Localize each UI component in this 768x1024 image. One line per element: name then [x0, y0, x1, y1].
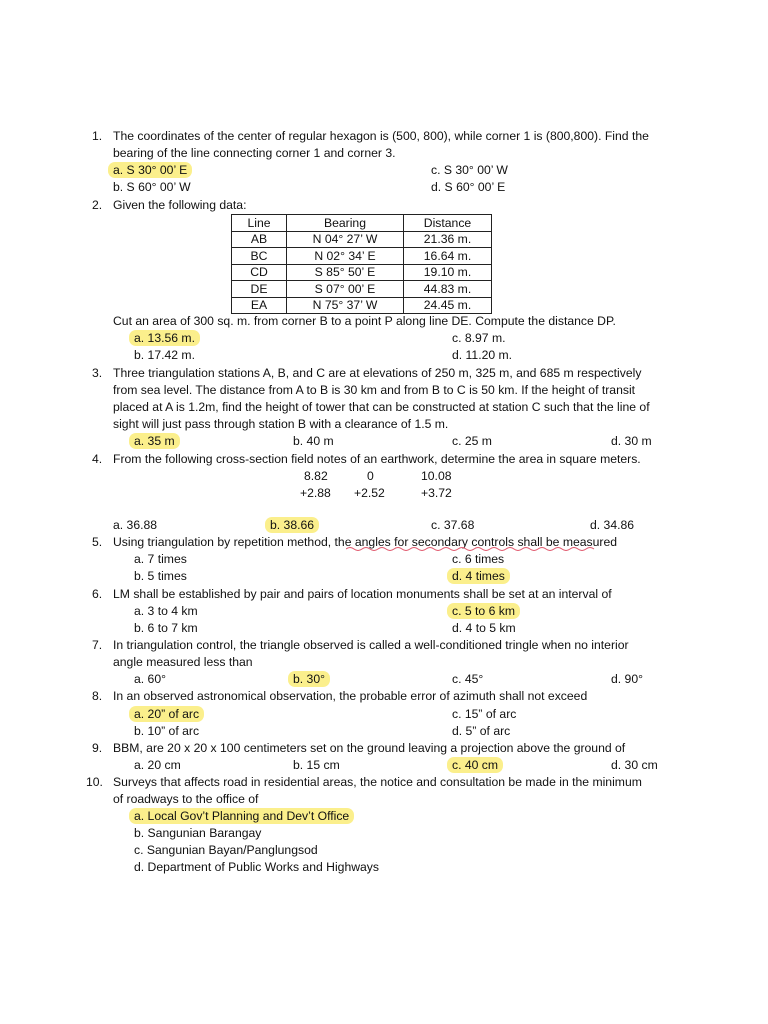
q6-number: 6.	[92, 587, 103, 601]
q2-text-after-table: Cut an area of 300 sq. m. from corner B to a point P along line DE. Compute the distance DP.	[113, 314, 616, 328]
table-header-row	[232, 215, 492, 232]
table-cell: 19.10 m.	[404, 264, 492, 281]
q10-text-line2: of roadways to the office of	[113, 792, 259, 806]
q7-option-c: c. 45°	[452, 672, 484, 686]
q2-text: Given the following data:	[113, 198, 247, 212]
q3-option-b: b. 40 m	[293, 434, 334, 448]
q7-option-d: d. 90°	[611, 672, 643, 686]
table-row	[232, 231, 492, 248]
q9-option-d: d. 30 cm	[611, 758, 658, 772]
q4-text: From the following cross-section field notes of an earthwork, determine the area in square meters.	[113, 452, 641, 466]
q2-option-c: c. 8.97 m.	[452, 331, 506, 345]
q10-option-c: c. Sangunian Bayan/Panglungsod	[134, 843, 318, 857]
q5-number: 5.	[92, 535, 103, 549]
table-header-cell: Distance	[404, 215, 492, 232]
q1-text-line2: bearing of the line connecting corner 1 and corner 3.	[113, 146, 396, 160]
q5-text: Using triangulation by repetition method, the angles for secondary controls shall be measured	[113, 535, 618, 549]
q4-option-c: c. 37.68	[431, 518, 475, 532]
q9-text: BBM, are 20 x 20 x 100 centimeters set on the ground leaving a projection above the ground of	[113, 741, 626, 755]
q3-text-line3: placed at A is 1.2m, find the height of tower that can be constructed at station C such that the line of	[113, 400, 650, 414]
q7-text-line1: In triangulation control, the triangle observed is called a well-conditioned tringle when no interior	[113, 638, 629, 652]
q2-option-a-highlighted: a. 13.56 m.	[129, 330, 200, 346]
q3-option-d: d. 30 m	[611, 434, 652, 448]
table-cell: 44.83 m.	[404, 281, 492, 298]
q3-text-line4: sight will just pass through station B with a clearance of 1.5 m.	[113, 417, 449, 431]
table-cell: N 75° 37’ W	[287, 297, 404, 314]
q4-note-top-center: 0	[367, 469, 374, 483]
q6-option-c-highlighted: c. 5 to 6 km	[447, 603, 520, 619]
table-row	[232, 248, 492, 265]
q8-option-d: d. 5” of arc	[452, 724, 511, 738]
q10-text-line1: Surveys that affects road in residential areas, the notice and consultation be made in the minimum	[113, 775, 642, 789]
table-cell: 16.64 m.	[404, 248, 492, 265]
q8-option-b: b. 10” of arc	[134, 724, 200, 738]
q4-note-bottom-center: +2.52	[354, 486, 385, 500]
table-cell: 24.45 m.	[404, 297, 492, 314]
q7-option-a: a. 60°	[134, 672, 166, 686]
table-cell: BC	[232, 248, 287, 265]
q5-option-d-highlighted: d. 4 times	[447, 568, 510, 584]
q10-option-b: b. Sangunian Barangay	[134, 826, 262, 840]
q1-number: 1.	[92, 129, 103, 143]
q10-option-a-highlighted: a. Local Gov’t Planning and Dev’t Office	[129, 808, 354, 824]
q7-number: 7.	[92, 638, 103, 652]
q5-option-c: c. 6 times	[452, 552, 505, 566]
q3-option-a-highlighted: a. 35 m	[129, 433, 180, 449]
q1-option-c: c. S 30° 00’ W	[431, 163, 508, 177]
q6-option-a: a. 3 to 4 km	[134, 604, 198, 618]
table-header-cell: Bearing	[287, 215, 404, 232]
q4-note-bottom-right: +3.72	[421, 486, 452, 500]
q9-option-c-highlighted: c. 40 cm	[447, 757, 503, 773]
q8-option-a-highlighted: a. 20” of arc	[129, 706, 204, 722]
table-row	[232, 281, 492, 298]
bearing-data-table	[231, 214, 492, 314]
q1-text-line1: The coordinates of the center of regular hexagon is (500, 800), while corner 1 is (800,800). Find the	[113, 129, 649, 143]
table-row	[232, 297, 492, 314]
q4-number: 4.	[92, 452, 103, 466]
q2-option-b: b. 17.42 m.	[134, 348, 195, 362]
q9-number: 9.	[92, 741, 103, 755]
q3-text-line2: from sea level. The distance from A to B is 30 km and from B to C is 50 km. If the height of transit	[113, 383, 636, 397]
q10-number: 10.	[86, 775, 103, 789]
q6-text: LM shall be established by pair and pairs of location monuments shall be set at an interval of	[113, 587, 612, 601]
table-cell: N 02° 34’ E	[287, 248, 404, 265]
q8-text: In an observed astronomical observation, the probable error of azimuth shall not exceed	[113, 689, 588, 703]
q4-option-a: a. 36.88	[113, 518, 158, 532]
q10-option-d: d. Department of Public Works and Highways	[134, 860, 379, 874]
q4-option-d: d. 34.86	[590, 518, 635, 532]
q4-note-bottom-left: +2.88	[300, 486, 331, 500]
q2-number: 2.	[92, 198, 103, 212]
q7-text-line2: angle measured less than	[113, 655, 253, 669]
table-cell: S 07° 00’ E	[287, 281, 404, 298]
q4-note-top-left: 8.82	[304, 469, 328, 483]
q1-option-b: b. S 60° 00’ W	[113, 180, 191, 194]
table-cell: S 85° 50’ E	[287, 264, 404, 281]
q7-option-b-highlighted: b. 30°	[288, 671, 330, 687]
q3-option-c: c. 25 m	[452, 434, 492, 448]
q5-option-b: b. 5 times	[134, 569, 187, 583]
table-cell: 21.36 m.	[404, 231, 492, 248]
table-cell: DE	[232, 281, 287, 298]
q8-number: 8.	[92, 689, 103, 703]
table-row	[232, 264, 492, 281]
q8-option-c: c. 15” of arc	[452, 707, 517, 721]
table-cell: EA	[232, 297, 287, 314]
q6-option-b: b. 6 to 7 km	[134, 621, 198, 635]
table-cell: CD	[232, 264, 287, 281]
q3-text-line1: Three triangulation stations A, B, and C are at elevations of 250 m, 325 m, and 685 m respectively	[113, 366, 642, 380]
q5-option-a: a. 7 times	[134, 552, 187, 566]
q9-option-b: b. 15 cm	[293, 758, 340, 772]
table-header-cell: Line	[232, 215, 287, 232]
table-cell: AB	[232, 231, 287, 248]
q2-option-d: d. 11.20 m.	[452, 348, 513, 362]
q4-note-top-right: 10.08	[421, 469, 452, 483]
table-cell: N 04° 27’ W	[287, 231, 404, 248]
q3-number: 3.	[92, 366, 103, 380]
q4-option-b-highlighted: b. 38.66	[265, 517, 319, 533]
q6-option-d: d. 4 to 5 km	[452, 621, 516, 635]
q1-option-d: d. S 60° 00’ E	[431, 180, 506, 194]
q1-option-a-highlighted: a. S 30° 00’ E	[108, 162, 192, 178]
q9-option-a: a. 20 cm	[134, 758, 181, 772]
